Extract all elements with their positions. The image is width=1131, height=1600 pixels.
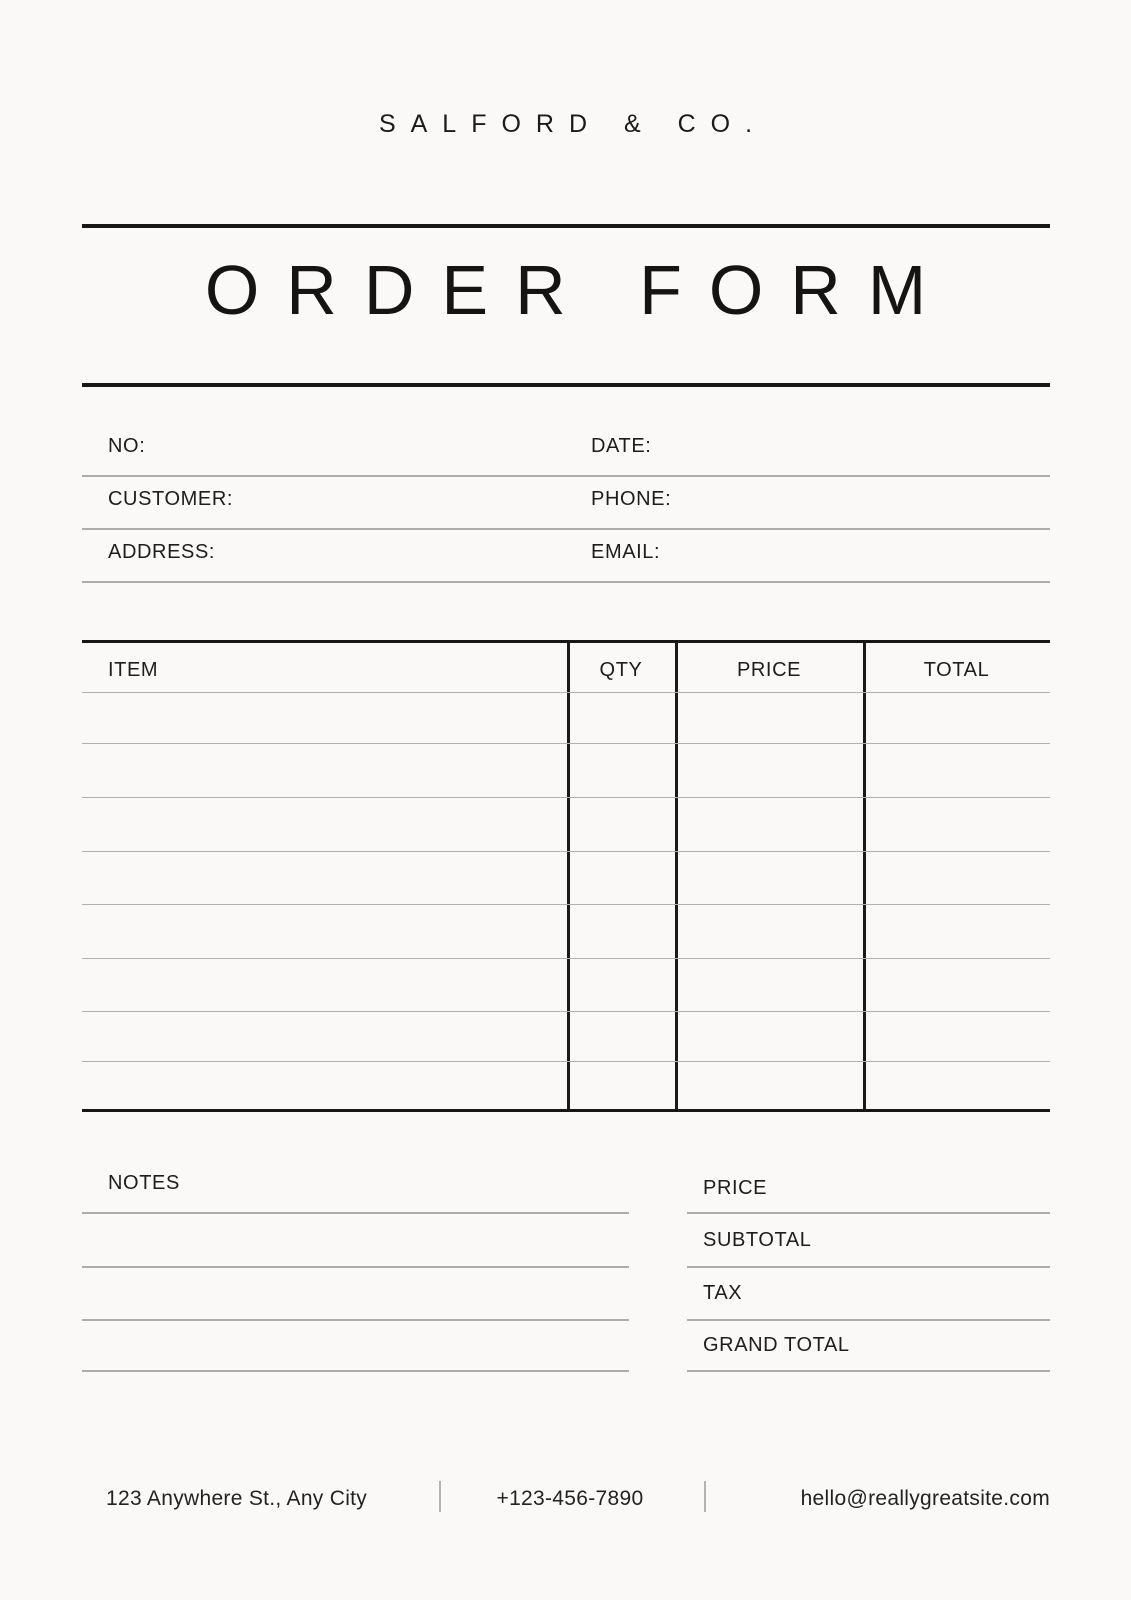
title-divider-top	[82, 224, 1050, 228]
notes-fill-line	[82, 1266, 629, 1268]
grand-total-label: GRAND TOTAL	[703, 1334, 850, 1356]
title-divider-bottom	[82, 383, 1050, 387]
notes-fill-line	[82, 1212, 629, 1214]
field-customer-label: CUSTOMER:	[108, 488, 234, 510]
table-row-divider	[82, 958, 1050, 960]
column-header-total: TOTAL	[923, 659, 990, 681]
price-fill-line	[687, 1212, 1050, 1214]
field-email-label: EMAIL:	[591, 541, 661, 563]
notes-fill-line	[82, 1319, 629, 1321]
field-phone-label: PHONE:	[591, 488, 672, 510]
field-row1-fill-line	[82, 475, 1050, 477]
subtotal-label: SUBTOTAL	[703, 1229, 812, 1251]
header-underline	[82, 692, 1050, 694]
price-label: PRICE	[703, 1177, 768, 1199]
column-header-item: ITEM	[108, 659, 159, 681]
field-row2-fill-line	[82, 528, 1050, 530]
table-row-divider	[82, 743, 1050, 745]
subtotal-fill-line	[687, 1266, 1050, 1268]
items-table	[82, 640, 1050, 1112]
notes-label: NOTES	[108, 1172, 180, 1194]
qty-column-divider	[567, 643, 570, 1109]
field-address-label: ADDRESS:	[108, 541, 216, 563]
total-column-divider	[863, 643, 866, 1109]
table-row-divider	[82, 1061, 1050, 1063]
page-title: ORDER FORM	[204, 251, 954, 329]
column-header-qty: QTY	[599, 659, 643, 681]
tax-label: TAX	[703, 1282, 743, 1304]
field-no-label: NO:	[108, 435, 146, 457]
field-date-label: DATE:	[591, 435, 652, 457]
table-row-divider	[82, 851, 1050, 853]
table-row-divider	[82, 1011, 1050, 1013]
table-row-divider	[82, 797, 1050, 799]
column-header-price: PRICE	[736, 659, 802, 681]
footer-phone: +123-456-7890	[496, 1487, 644, 1510]
footer-address: 123 Anywhere St., Any City	[106, 1487, 368, 1510]
price-column-divider	[675, 643, 678, 1109]
table-row-divider	[82, 904, 1050, 906]
field-row3-fill-line	[82, 581, 1050, 583]
brand-name: SALFORD & CO.	[378, 110, 768, 138]
footer-separator	[439, 1481, 441, 1512]
footer-separator	[704, 1481, 706, 1512]
tax-fill-line	[687, 1319, 1050, 1321]
footer-email: hello@reallygreatsite.com	[800, 1487, 1050, 1510]
grand-total-fill-line	[687, 1370, 1050, 1372]
notes-fill-line	[82, 1370, 629, 1372]
